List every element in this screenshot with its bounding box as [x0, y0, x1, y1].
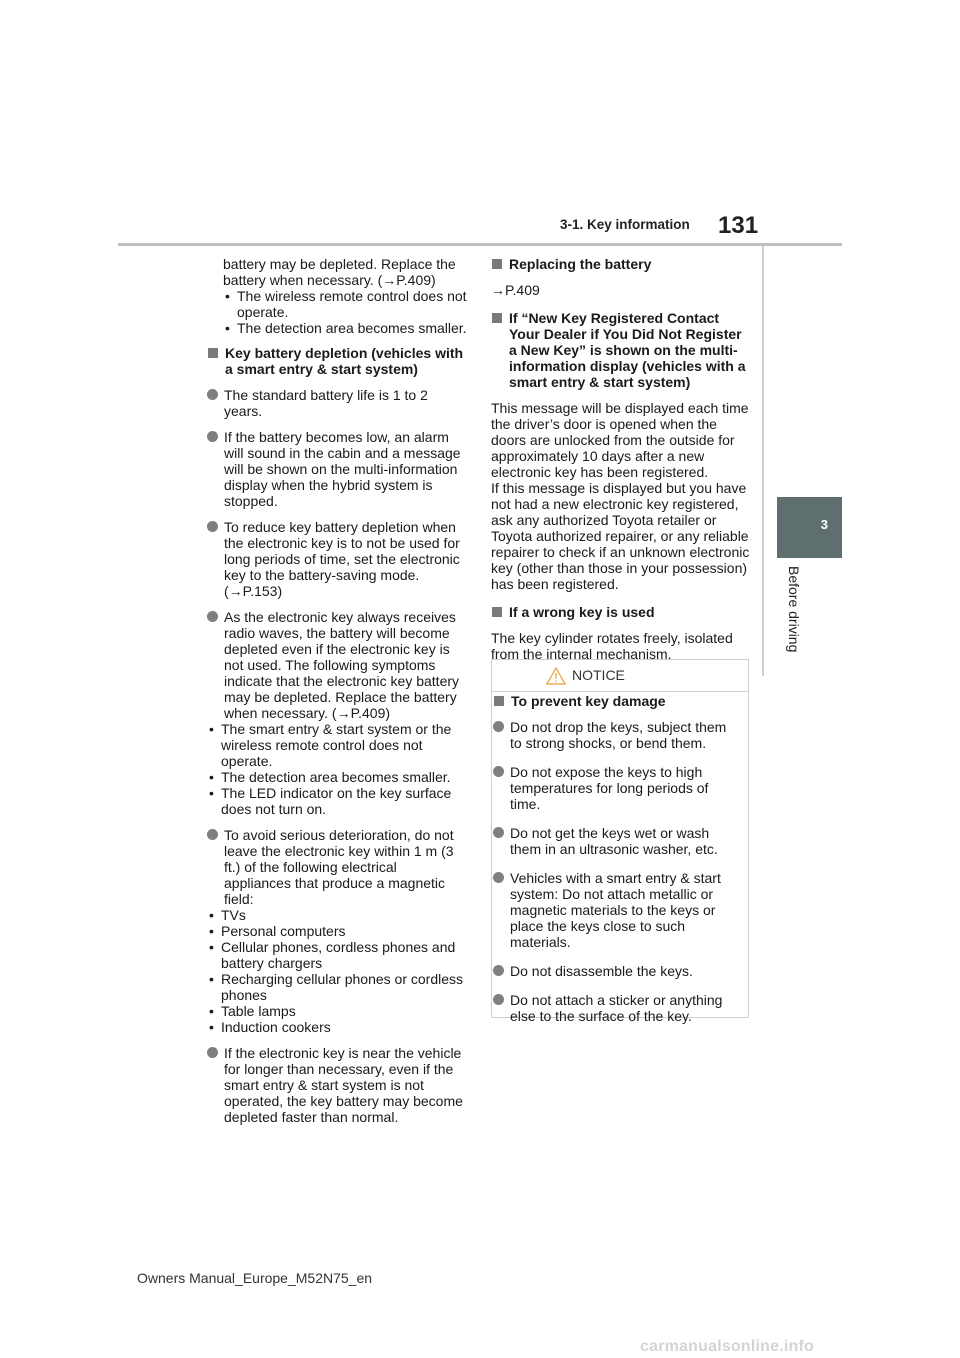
right-column	[491, 256, 753, 671]
bullet-radio-waves: As the electronic key always receives radio waves, the battery will become depleted even if the electronic key is not used. The following symptoms indicate that the electronic key battery may be depleted. Replace the battery when necessary. (→P.409) • The smart entry & start system or the wireless remote control does not operate. • The detection area becomes smaller. • The LED indicator on the key surface does not turn on.	[207, 609, 467, 817]
circle-bullet-icon	[207, 829, 218, 840]
circle-bullet-icon	[207, 431, 218, 442]
notice-box	[491, 659, 749, 1024]
sub-item: • Personal computers	[209, 923, 346, 939]
square-bullet-icon	[492, 313, 502, 323]
footer-text: Owners Manual_Europe_M52N75_en	[137, 1270, 373, 1286]
left-column	[207, 256, 467, 1135]
paragraph: If this message is displayed but you have not had a new electronic key registered, ask any authorized Toyota retailer or Toyota authorized repairer, or any reliable repairer to check if an unknown electronic key (other than those in your possession) has been registered.	[491, 480, 750, 592]
sub-item: • Table lamps	[209, 1003, 296, 1019]
sub-item: • The smart entry & start system or the wireless remote control does not operate.	[209, 721, 452, 769]
notice-body	[492, 693, 738, 1024]
sub-item: • The detection area becomes smaller.	[209, 769, 451, 785]
circle-bullet-icon	[207, 521, 218, 532]
sub-item: • TVs	[209, 907, 246, 923]
heading-replacing-battery: Replacing the battery	[491, 256, 753, 272]
circle-bullet-icon	[493, 827, 504, 838]
page-reference: →P.409	[491, 282, 540, 298]
circle-bullet-icon	[493, 994, 504, 1005]
circle-bullet-icon	[493, 766, 504, 777]
notice-item: Do not drop the keys, subject them to strong shocks, or bend them.	[493, 719, 738, 751]
intro-line: battery when necessary. (→P.409)	[223, 272, 436, 288]
sub-item: • The wireless remote control does not operate.	[225, 288, 467, 320]
chapter-label: Before driving	[786, 566, 802, 653]
bullet-battery-low: If the battery becomes low, an alarm will sound in the cabin and a message will be shown on the multi-information display when the hybrid system is stopped.	[207, 429, 467, 509]
bullet-key-near-vehicle: If the electronic key is near the vehicle for longer than necessary, even if the smart entry & start system is not operated, the key battery may become depleted faster than normal.	[207, 1045, 467, 1125]
bullet-deterioration: To avoid serious deterioration, do not leave the electronic key within 1 m (3 ft.) of the following electrical appliances that produce a magnetic field: • TVs • Personal computers • Cellular phones, cordless phones and battery chargers • Recharging cellular phones or cordless phones • Table lamps • Induction cookers	[207, 827, 467, 1035]
paragraph: This message will be displayed each time the driver’s door is opened when the doors are unlocked from the outside for approximately 10 days after a new electronic key has been registered.	[491, 400, 749, 480]
page-number: 131	[718, 212, 759, 239]
circle-bullet-icon	[493, 965, 504, 976]
section-title: 3-1. Key information	[560, 217, 690, 232]
sub-item: • Recharging cellular phones or cordless phones	[209, 971, 464, 1003]
side-divider	[762, 246, 764, 676]
heading-wrong-key: If a wrong key is used	[491, 604, 753, 620]
circle-bullet-icon	[207, 611, 218, 622]
notice-item: Do not get the keys wet or wash them in an ultrasonic washer, etc.	[493, 825, 738, 857]
circle-bullet-icon	[207, 1047, 218, 1058]
notice-item: Do not attach a sticker or anything else to the surface of the key.	[493, 992, 738, 1024]
warning-triangle-icon	[546, 667, 566, 685]
header-rule	[118, 243, 842, 246]
sub-item: • Induction cookers	[209, 1019, 331, 1035]
notice-item: Vehicles with a smart entry & start system: Do not attach metallic or magnetic materials to the keys or place the keys close to such materials.	[493, 870, 738, 950]
sub-item: • The LED indicator on the key surface does not turn on.	[209, 785, 452, 817]
square-bullet-icon	[492, 607, 502, 617]
watermark: carmanualsonline.info	[640, 1338, 815, 1355]
notice-item: Do not expose the keys to high temperatures for long periods of time.	[493, 764, 738, 812]
bullet-reduce-depletion: To reduce key battery depletion when the electronic key is to not be used for long periods of time, set the electronic key to the battery-saving mode. (→P.153)	[207, 519, 467, 599]
bullet-battery-life: The standard battery life is 1 to 2 years.	[207, 387, 467, 419]
notice-title: NOTICE	[572, 667, 625, 683]
heading-key-battery-depletion: Key battery depletion (vehicles with a smart entry & start system)	[207, 345, 467, 377]
chapter-tab	[777, 497, 842, 558]
chapter-number: 3	[820, 517, 828, 532]
notice-item: Do not disassemble the keys.	[493, 963, 738, 979]
sub-item: • The detection area becomes smaller.	[225, 320, 467, 336]
circle-bullet-icon	[493, 872, 504, 883]
square-bullet-icon	[208, 348, 218, 358]
heading-new-key-registered: If “New Key Registered Contact Your Dealer if You Did Not Register a New Key” is shown on the multi-information display (vehicles with a smart entry & start system)	[491, 310, 753, 390]
notice-header	[492, 660, 748, 692]
intro-paragraph	[207, 256, 467, 336]
paragraph: The key cylinder rotates freely, isolated from the internal mechanism.	[491, 630, 733, 662]
circle-bullet-icon	[207, 389, 218, 400]
sub-item: • Cellular phones, cordless phones and battery chargers	[209, 939, 456, 971]
square-bullet-icon	[492, 259, 502, 269]
heading-prevent-key-damage: To prevent key damage	[493, 693, 738, 709]
circle-bullet-icon	[493, 721, 504, 732]
square-bullet-icon	[494, 696, 504, 706]
intro-line: battery may be depleted. Replace the	[223, 256, 456, 272]
